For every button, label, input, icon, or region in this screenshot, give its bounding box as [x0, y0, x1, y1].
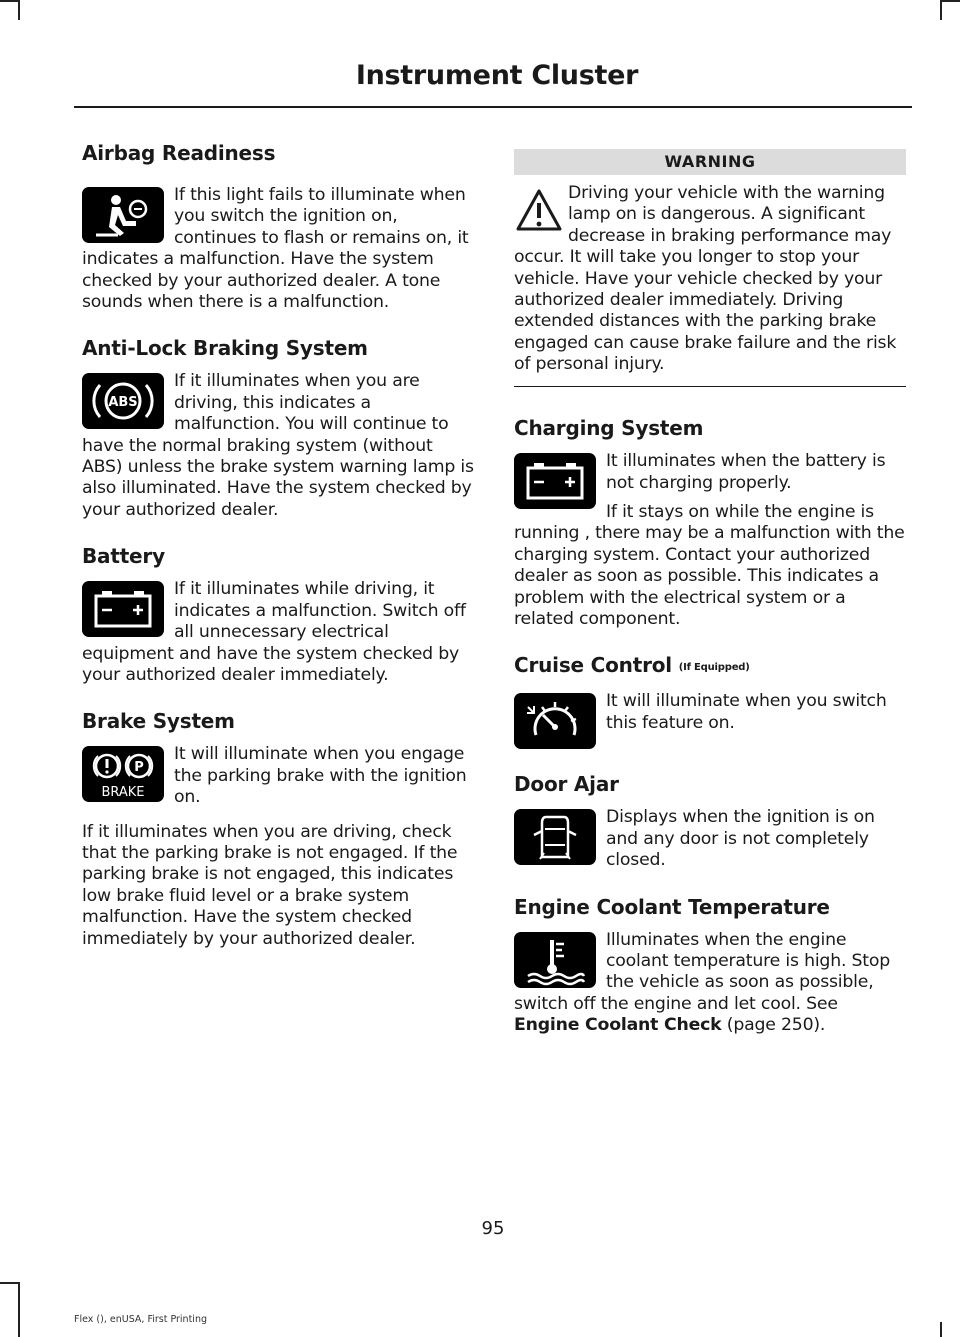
warning-box — [514, 149, 906, 387]
door-ajar-text: Displays when the ignition is on and any door is not completely closed. — [606, 807, 875, 871]
brake-heading: Brake System — [82, 709, 235, 734]
warning-heading: WARNING — [514, 149, 906, 175]
battery-icon — [82, 581, 164, 637]
abs-heading: Anti-Lock Braking System — [82, 336, 368, 361]
coolant-text-body: Illuminates when the engine coolant temperature is high. Stop the vehicle as soon as possible, switch off the engine and let cool. See — [514, 929, 891, 1014]
abs-icon-label: ABS — [108, 395, 138, 411]
door-ajar-section — [514, 771, 906, 871]
cruise-heading — [514, 652, 906, 681]
brake-text-1: It will illuminate when you engage the parking brake with the ignition on. — [174, 744, 467, 808]
cruise-section — [514, 652, 906, 734]
brake-warning-icon — [82, 746, 164, 802]
coolant-section — [514, 894, 906, 1037]
charging-text-1: It illuminates when the battery is not charging properly. — [606, 451, 886, 493]
battery-icon — [514, 453, 596, 509]
charging-heading: Charging System — [514, 416, 704, 441]
brake-section — [82, 708, 474, 950]
cruise-control-icon — [514, 693, 596, 749]
airbag-warning-icon — [82, 187, 164, 243]
airbag-heading: Airbag Readiness — [82, 141, 276, 165]
footer-text: Flex (), enUSA, First Printing — [74, 1314, 207, 1325]
page-title: Instrument Cluster — [355, 60, 639, 91]
svg-text:P: P — [134, 760, 144, 776]
if-equipped-label: (If Equipped) — [678, 662, 750, 674]
crop-mark — [0, 1282, 20, 1284]
engine-coolant-check-link[interactable]: Engine Coolant Check — [514, 1015, 722, 1036]
airbag-text: If this light fails to illuminate when you switch the ignition on, continues to flash or remains on, it indicates a malfunction. Have the system checked by your authorized dealer. A tone sounds when there is a malfunction. — [82, 185, 469, 313]
charging-section — [514, 415, 906, 630]
door-ajar-heading: Door Ajar — [514, 772, 619, 797]
battery-text: If it illuminates while driving, it indicates a malfunction. Switch off all unnecessary electrical equipment and have the system checked by your authorized dealer immediately. — [82, 579, 466, 685]
abs-section — [82, 335, 474, 521]
abs-text: If it illuminates when you are driving, this indicates a malfunction. You will continue to have the normal braking system (without ABS) unless the brake system warning lamp is also illuminated. Have the system checked by your authorized dealer. — [82, 371, 474, 520]
battery-section — [82, 543, 474, 686]
charging-text-2: If it stays on while the engine is running , there may be a malfunction with the charging system. Contact your authorized dealer as soon as possible. This indicates a problem with the electrical system or a related component. — [514, 501, 905, 629]
right-column — [514, 149, 906, 1037]
door-ajar-icon — [514, 809, 596, 865]
airbag-section — [82, 140, 474, 313]
cruise-heading-text: Cruise Control — [514, 653, 672, 678]
crop-mark — [18, 0, 20, 20]
coolant-temperature-icon — [514, 932, 596, 988]
warning-text: Driving your vehicle with the warning lamp on is dangerous. A significant decrease in braking performance may occur. It will take you longer to stop your vehicle. Have your vehicle checked by your authorized dealer immediately. Driving extended distances with the parking brake engaged can cause brake failure and the risk of personal injury. — [514, 183, 897, 375]
crop-mark — [940, 0, 942, 20]
header-rule — [74, 106, 912, 108]
crop-mark — [940, 1322, 942, 1337]
coolant-heading: Engine Coolant Temperature — [514, 894, 830, 919]
crop-mark — [18, 1282, 20, 1337]
battery-heading: Battery — [82, 544, 165, 569]
warning-triangle-icon — [514, 187, 564, 233]
crop-mark — [940, 0, 960, 2]
left-column — [82, 140, 474, 950]
abs-warning-icon — [82, 373, 164, 429]
warning-rule — [514, 386, 906, 388]
brake-icon-label: BRAKE — [101, 785, 145, 801]
crop-mark — [0, 0, 20, 2]
page-number: 95 — [481, 1218, 505, 1239]
cruise-text: It will illuminate when you switch this feature on. — [606, 691, 887, 733]
coolant-page-ref: (page 250). — [726, 1015, 826, 1036]
brake-text-2: If it illuminates when you are driving, check that the parking brake is not engaged. If the parking brake is not engaged, this indicates low brake fluid level or a brake system malfunction. Have the system checked immediately by your authorized dealer. — [82, 821, 458, 949]
